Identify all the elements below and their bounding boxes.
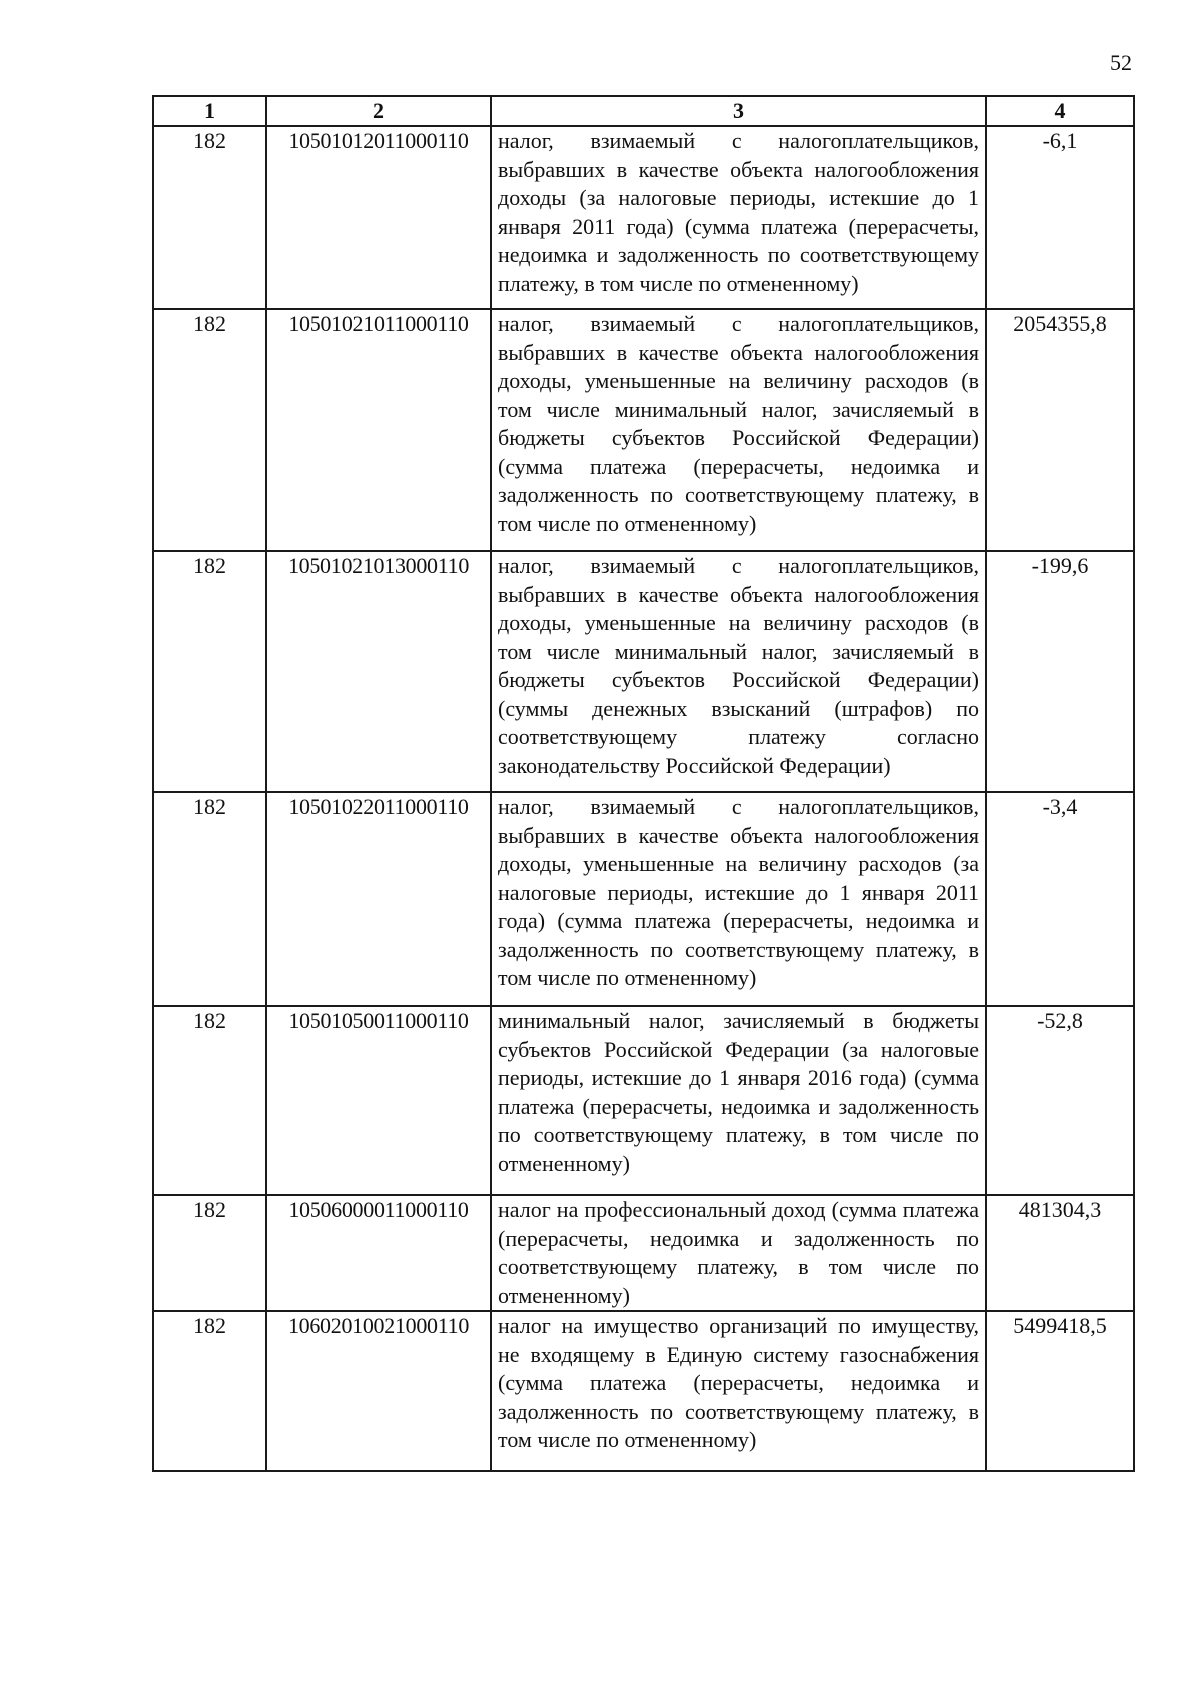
admin-code-cell: 182	[153, 551, 266, 792]
amount-cell: 481304,3	[986, 1195, 1134, 1311]
admin-code-cell: 182	[153, 126, 266, 309]
table-row	[153, 309, 1134, 551]
admin-code-cell: 182	[153, 792, 266, 1006]
table-row	[153, 1311, 1134, 1471]
description-cell: налог на профессиональный доход (сумма платежа (перерасчеты, недоимка и задолженность по соответствующему платежу, в том числе по отмененному)	[491, 1195, 986, 1311]
budget-code-cell: 10501022011000110	[266, 792, 491, 1006]
amount-cell: -52,8	[986, 1006, 1134, 1195]
table-row	[153, 126, 1134, 309]
table-row	[153, 792, 1134, 1006]
admin-code-cell: 182	[153, 1195, 266, 1311]
budget-code-cell: 10501012011000110	[266, 126, 491, 309]
description-cell: налог, взимаемый с налогоплательщиков, выбравших в качестве объекта налогообложения доходы (за налоговые периоды, истекшие до 1 января 2011 года) (сумма платежа (перерасчеты, недоимка и задолженность по соответствующему платежу, в том числе по отмененному)	[491, 126, 986, 309]
amount-cell: -6,1	[986, 126, 1134, 309]
table-row	[153, 1195, 1134, 1311]
amount-cell: 2054355,8	[986, 309, 1134, 551]
column-header-amount: 4	[986, 96, 1134, 126]
table-row	[153, 551, 1134, 792]
budget-code-cell: 10501050011000110	[266, 1006, 491, 1195]
description-cell: налог на имущество организаций по имуществу, не входящему в Единую систему газоснабжения (сумма платежа (перерасчеты, недоимка и задолженность по соответствующему платежу, в том числе по отмененному)	[491, 1311, 986, 1471]
amount-cell: -3,4	[986, 792, 1134, 1006]
admin-code-cell: 182	[153, 309, 266, 551]
description-cell: налог, взимаемый с налогоплательщиков, выбравших в качестве объекта налогообложения доходы, уменьшенные на величину расходов (за налоговые периоды, истекшие до 1 января 2011 года) (сумма платежа (перерасчеты, недоимка и задолженность по соответствующему платежу, в том числе по отмененному)	[491, 792, 986, 1006]
column-header-description: 3	[491, 96, 986, 126]
amount-cell: -199,6	[986, 551, 1134, 792]
description-cell: налог, взимаемый с налогоплательщиков, выбравших в качестве объекта налогообложения доходы, уменьшенные на величину расходов (в том числе минимальный налог, зачисляемый в бюджеты субъектов Российской Федерации) (суммы денежных взысканий (штрафов) по соответствующему платежу согласно законодательству Российской Федерации)	[491, 551, 986, 792]
description-cell: минимальный налог, зачисляемый в бюджеты субъектов Российской Федерации (за налоговые периоды, истекшие до 1 января 2016 года) (сумма платежа (перерасчеты, недоимка и задолженность по соответствующему платежу, в том числе по отмененному)	[491, 1006, 986, 1195]
admin-code-cell: 182	[153, 1311, 266, 1471]
budget-code-cell: 10506000011000110	[266, 1195, 491, 1311]
column-header-admin: 1	[153, 96, 266, 126]
budget-code-cell: 10501021011000110	[266, 309, 491, 551]
description-cell: налог, взимаемый с налогоплательщиков, выбравших в качестве объекта налогообложения доходы, уменьшенные на величину расходов (в том числе минимальный налог, зачисляемый в бюджеты субъектов Российской Федерации) (сумма платежа (перерасчеты, недоимка и задолженность по соответствующему платежу, в том числе по отмененному)	[491, 309, 986, 551]
table-header-row	[153, 96, 1134, 126]
amount-cell: 5499418,5	[986, 1311, 1134, 1471]
admin-code-cell: 182	[153, 1006, 266, 1195]
revenue-table	[152, 95, 1135, 1472]
column-header-code: 2	[266, 96, 491, 126]
budget-code-cell: 10602010021000110	[266, 1311, 491, 1471]
budget-code-cell: 10501021013000110	[266, 551, 491, 792]
page-number: 52	[1110, 50, 1132, 75]
table-row	[153, 1006, 1134, 1195]
